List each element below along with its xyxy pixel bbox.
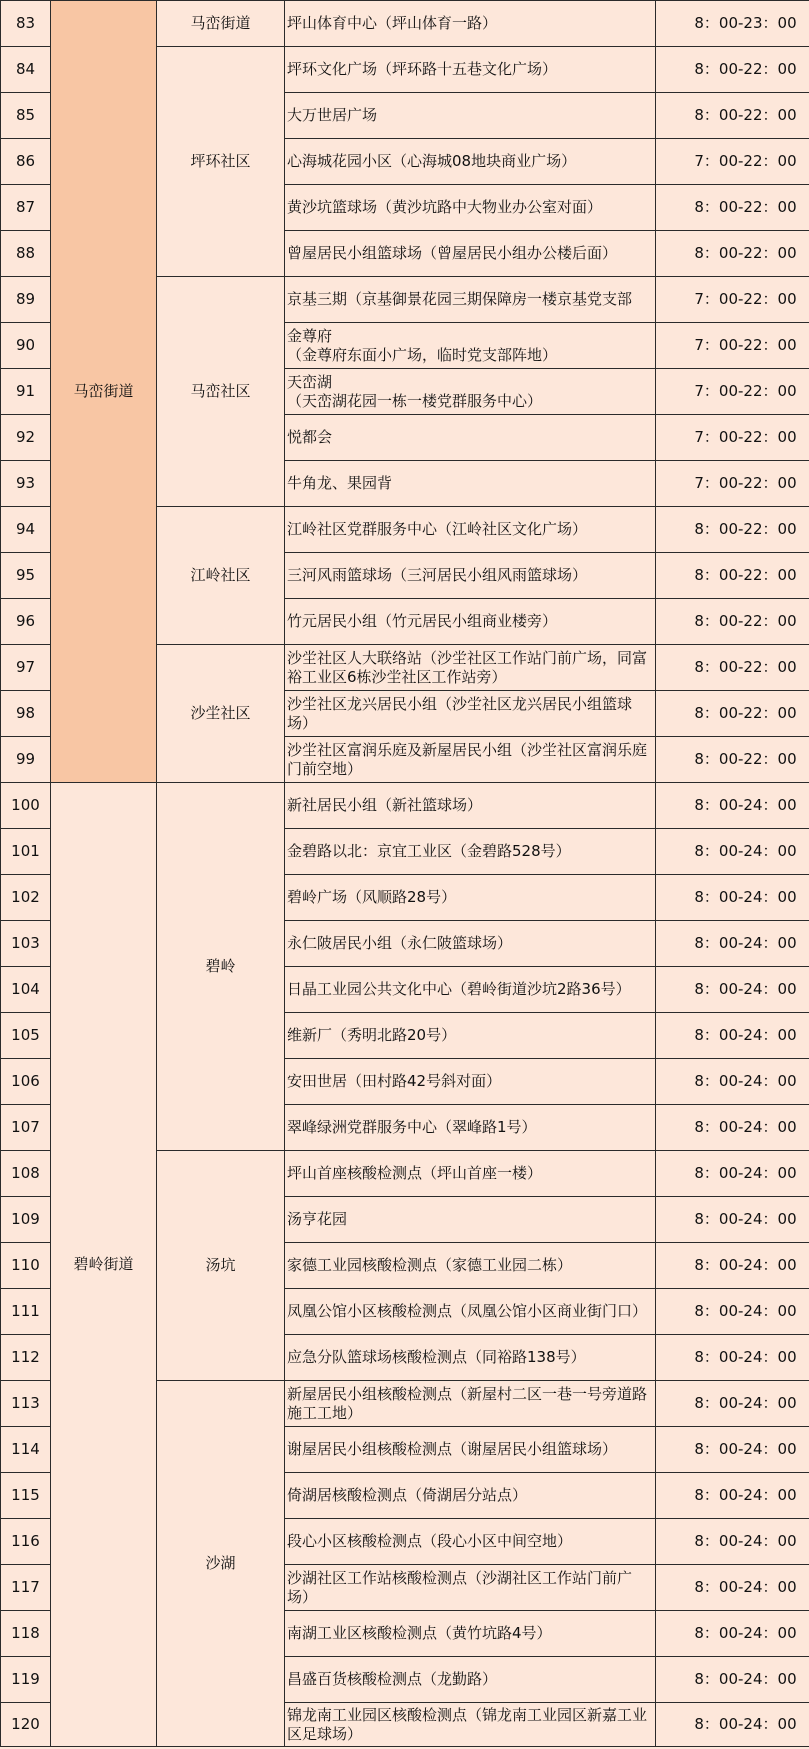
hours-cell: 8：00-24：00	[656, 921, 809, 967]
row-number: 91	[1, 369, 51, 415]
row-number: 100	[1, 783, 51, 829]
community-cell: 坪环社区	[157, 47, 285, 277]
site-cell: 江岭社区党群服务中心（江岭社区文化广场）	[285, 507, 656, 553]
community-cell: 马峦街道	[157, 1, 285, 47]
table-row	[1, 783, 809, 829]
row-number: 106	[1, 1059, 51, 1105]
site-cell: 金尊府 （金尊府东面小广场，临时党支部阵地）	[285, 323, 656, 369]
row-number: 103	[1, 921, 51, 967]
row-number: 83	[1, 1, 51, 47]
row-number: 116	[1, 1519, 51, 1565]
row-number: 101	[1, 829, 51, 875]
hours-cell: 8：00-24：00	[656, 1473, 809, 1519]
community-cell: 沙湖	[157, 1381, 285, 1747]
hours-cell: 8：00-22：00	[656, 47, 809, 93]
row-number: 90	[1, 323, 51, 369]
row-number: 118	[1, 1611, 51, 1657]
site-cell: 坪山体育中心（坪山体育一路）	[285, 1, 656, 47]
hours-cell: 8：00-24：00	[656, 1059, 809, 1105]
site-cell: 悦都会	[285, 415, 656, 461]
site-cell: 昌盛百货核酸检测点（龙勤路）	[285, 1657, 656, 1703]
row-number: 108	[1, 1151, 51, 1197]
row-number: 117	[1, 1565, 51, 1611]
hours-cell: 8：00-22：00	[656, 691, 809, 737]
hours-cell: 8：00-22：00	[656, 737, 809, 783]
site-cell: 天峦湖 （天峦湖花园一栋一楼党群服务中心）	[285, 369, 656, 415]
hours-cell: 8：00-24：00	[656, 1703, 809, 1747]
site-cell: 三河风雨篮球场（三河居民小组风雨篮球场）	[285, 553, 656, 599]
site-cell: 新屋居民小组核酸检测点（新屋村二区一巷一号旁道路施工工地）	[285, 1381, 656, 1427]
hours-cell: 8：00-24：00	[656, 1335, 809, 1381]
street-cell: 碧岭街道	[51, 783, 157, 1747]
site-cell: 沙坣社区富润乐庭及新屋居民小组（沙坣社区富润乐庭门前空地）	[285, 737, 656, 783]
hours-cell: 7：00-22：00	[656, 461, 809, 507]
site-cell: 竹元居民小组（竹元居民小组商业楼旁）	[285, 599, 656, 645]
hours-cell: 8：00-24：00	[656, 967, 809, 1013]
hours-cell: 8：00-24：00	[656, 1105, 809, 1151]
site-cell: 心海城花园小区（心海城08地块商业广场）	[285, 139, 656, 185]
site-cell: 维新厂（秀明北路20号）	[285, 1013, 656, 1059]
row-number: 96	[1, 599, 51, 645]
row-number: 95	[1, 553, 51, 599]
row-number: 99	[1, 737, 51, 783]
hours-cell: 8：00-24：00	[656, 1381, 809, 1427]
site-cell: 黄沙坑篮球场（黄沙坑路中大物业办公室对面）	[285, 185, 656, 231]
site-cell: 坪环文化广场（坪环路十五巷文化广场）	[285, 47, 656, 93]
site-cell: 牛角龙、果园背	[285, 461, 656, 507]
site-cell: 锦龙南工业园区核酸检测点（锦龙南工业园区新嘉工业区足球场）	[285, 1703, 656, 1747]
community-cell: 碧岭	[157, 783, 285, 1151]
community-cell: 江岭社区	[157, 507, 285, 645]
row-number: 110	[1, 1243, 51, 1289]
hours-cell: 8：00-24：00	[656, 1013, 809, 1059]
row-number: 93	[1, 461, 51, 507]
site-cell: 金碧路以北：京宜工业区（金碧路528号）	[285, 829, 656, 875]
row-number: 120	[1, 1703, 51, 1747]
hours-cell: 8：00-24：00	[656, 1243, 809, 1289]
hours-cell: 8：00-22：00	[656, 93, 809, 139]
site-cell: 沙坣社区龙兴居民小组（沙坣社区龙兴居民小组篮球场）	[285, 691, 656, 737]
site-cell: 曾屋居民小组篮球场（曾屋居民小组办公楼后面）	[285, 231, 656, 277]
site-cell: 家德工业园核酸检测点（家德工业园二栋）	[285, 1243, 656, 1289]
row-number: 97	[1, 645, 51, 691]
site-cell: 日晶工业园公共文化中心（碧岭街道沙坑2路36号）	[285, 967, 656, 1013]
row-number: 87	[1, 185, 51, 231]
site-cell: 倚湖居核酸检测点（倚湖居分站点）	[285, 1473, 656, 1519]
community-cell: 马峦社区	[157, 277, 285, 507]
row-number: 86	[1, 139, 51, 185]
row-number: 114	[1, 1427, 51, 1473]
row-number: 104	[1, 967, 51, 1013]
site-cell: 京基三期（京基御景花园三期保障房一楼京基党支部	[285, 277, 656, 323]
hours-cell: 8：00-22：00	[656, 645, 809, 691]
site-cell: 大万世居广场	[285, 93, 656, 139]
row-number: 115	[1, 1473, 51, 1519]
hours-cell: 7：00-22：00	[656, 139, 809, 185]
row-number: 113	[1, 1381, 51, 1427]
row-number: 89	[1, 277, 51, 323]
community-cell: 汤坑	[157, 1151, 285, 1381]
site-cell: 南湖工业区核酸检测点（黄竹坑路4号）	[285, 1611, 656, 1657]
street-cell: 马峦街道	[51, 1, 157, 783]
row-number: 94	[1, 507, 51, 553]
hours-cell: 8：00-23：00	[656, 1, 809, 47]
row-number: 102	[1, 875, 51, 921]
row-number: 105	[1, 1013, 51, 1059]
site-cell: 谢屋居民小组核酸检测点（谢屋居民小组篮球场）	[285, 1427, 656, 1473]
site-cell: 永仁陂居民小组（永仁陂篮球场）	[285, 921, 656, 967]
row-number: 84	[1, 47, 51, 93]
site-cell: 沙坣社区人大联络站（沙坣社区工作站门前广场，同富裕工业区6栋沙坣社区工作站旁）	[285, 645, 656, 691]
hours-cell: 8：00-22：00	[656, 599, 809, 645]
hours-cell: 8：00-22：00	[656, 185, 809, 231]
row-number: 88	[1, 231, 51, 277]
hours-cell: 8：00-24：00	[656, 875, 809, 921]
hours-cell: 8：00-24：00	[656, 1611, 809, 1657]
row-number: 98	[1, 691, 51, 737]
site-cell: 段心小区核酸检测点（段心小区中间空地）	[285, 1519, 656, 1565]
site-cell: 沙湖社区工作站核酸检测点（沙湖社区工作站门前广场）	[285, 1565, 656, 1611]
row-number: 112	[1, 1335, 51, 1381]
hours-cell: 8：00-24：00	[656, 1519, 809, 1565]
hours-cell: 8：00-24：00	[656, 1289, 809, 1335]
hours-cell: 7：00-22：00	[656, 415, 809, 461]
site-cell: 凤凰公馆小区核酸检测点（凤凰公馆小区商业街门口）	[285, 1289, 656, 1335]
hours-cell: 7：00-22：00	[656, 369, 809, 415]
hours-cell: 8：00-22：00	[656, 553, 809, 599]
row-number: 85	[1, 93, 51, 139]
hours-cell: 8：00-24：00	[656, 1565, 809, 1611]
hours-cell: 7：00-22：00	[656, 323, 809, 369]
community-cell: 沙坣社区	[157, 645, 285, 783]
hours-cell: 8：00-22：00	[656, 507, 809, 553]
hours-cell: 7：00-22：00	[656, 277, 809, 323]
hours-cell: 8：00-24：00	[656, 1427, 809, 1473]
hours-cell: 8：00-24：00	[656, 1197, 809, 1243]
hours-cell: 8：00-24：00	[656, 783, 809, 829]
row-number: 109	[1, 1197, 51, 1243]
site-cell: 汤亨花园	[285, 1197, 656, 1243]
site-cell: 安田世居（田村路42号斜对面）	[285, 1059, 656, 1105]
site-cell: 新社居民小组（新社篮球场）	[285, 783, 656, 829]
row-number: 119	[1, 1657, 51, 1703]
table-row	[1, 1, 809, 47]
hours-cell: 8：00-24：00	[656, 1657, 809, 1703]
hours-cell: 8：00-24：00	[656, 1151, 809, 1197]
site-cell: 翠峰绿洲党群服务中心（翠峰路1号）	[285, 1105, 656, 1151]
hours-cell: 8：00-24：00	[656, 829, 809, 875]
site-cell: 碧岭广场（风顺路28号）	[285, 875, 656, 921]
site-cell: 应急分队篮球场核酸检测点（同裕路138号）	[285, 1335, 656, 1381]
row-number: 111	[1, 1289, 51, 1335]
site-cell: 坪山首座核酸检测点（坪山首座一楼）	[285, 1151, 656, 1197]
row-number: 92	[1, 415, 51, 461]
row-number: 107	[1, 1105, 51, 1151]
hours-cell: 8：00-22：00	[656, 231, 809, 277]
table-body	[1, 1, 809, 1747]
